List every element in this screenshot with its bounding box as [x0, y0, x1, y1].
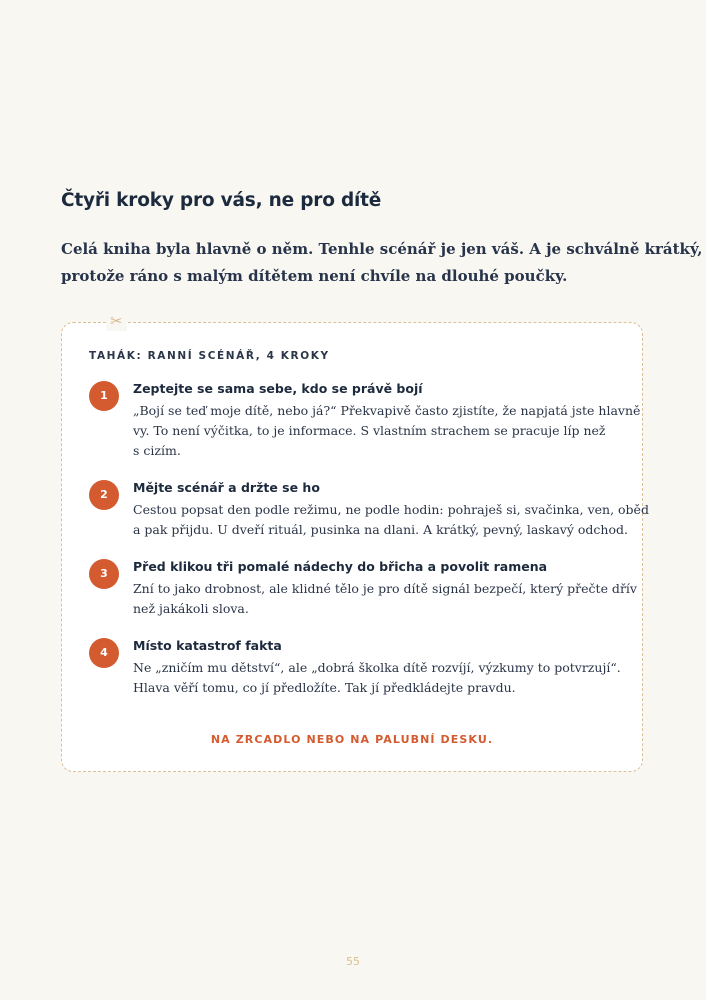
step-body-line: a pak přijdu. U dveří rituál, pusinka na dlani. A krátký, pevný, laskavý odchod.	[133, 522, 628, 537]
step-body-line: Zní to jako drobnost, ale klidné tělo je pro dítě signál bezpečí, který přečte dřív	[133, 581, 637, 596]
step-body	[133, 658, 621, 698]
step-body	[133, 579, 637, 619]
step-body-line: Hlava věří tomu, co jí předložíte. Tak jí předkládejte pravdu.	[133, 680, 516, 695]
step-title: Zeptejte se sama sebe, kdo se právě bojí	[133, 381, 423, 396]
step-title: Mějte scénář a držte se ho	[133, 480, 320, 495]
cheat-sheet-card	[61, 312, 649, 772]
step-body-line: Ne „zničím mu dětství“, ale „dobrá školka dítě rozvíjí, výzkumy to potvrzují“.	[133, 660, 621, 675]
step-number-badge: 3	[89, 559, 119, 589]
scissors-icon: ✂	[106, 311, 127, 331]
step-body-line: s cizím.	[133, 443, 181, 458]
step-number-badge: 1	[89, 381, 119, 411]
page-number: 55	[346, 955, 360, 968]
step-title: Místo katastrof fakta	[133, 638, 282, 653]
step-number-badge: 2	[89, 480, 119, 510]
intro-line: Celá kniha byla hlavně o něm. Tenhle scénář je jen váš. A je schválně krátký,	[61, 240, 703, 258]
step-number-badge: 4	[89, 638, 119, 668]
step-body-line: vy. To není výčitka, to je informace. S vlastním strachem se pracuje líp než	[133, 423, 606, 438]
step-title: Před klikou tři pomalé nádechy do břicha a povolit ramena	[133, 559, 548, 574]
intro-paragraph	[61, 236, 703, 290]
step-body-line: „Bojí se teď moje dítě, nebo já?“ Překvapivě často zjistíte, že napjatá jste hlavně	[133, 403, 641, 418]
section-heading: Čtyři kroky pro vás, ne pro dítě	[61, 190, 382, 211]
intro-line: protože ráno s malým dítětem není chvíle na dlouhé poučky.	[61, 267, 568, 285]
card-label: TAHÁK: RANNÍ SCÉNÁŘ, 4 KROKY	[89, 350, 330, 362]
step-body-line: Cestou popsat den podle režimu, ne podle hodin: pohraješ si, svačinka, ven, oběd	[133, 502, 649, 517]
step-body	[133, 500, 649, 540]
step-body	[133, 401, 641, 461]
card-footer-note: NA ZRCADLO NEBO NA PALUBNÍ DESKU.	[210, 733, 494, 746]
step-body-line: než jakákoli slova.	[133, 601, 249, 616]
